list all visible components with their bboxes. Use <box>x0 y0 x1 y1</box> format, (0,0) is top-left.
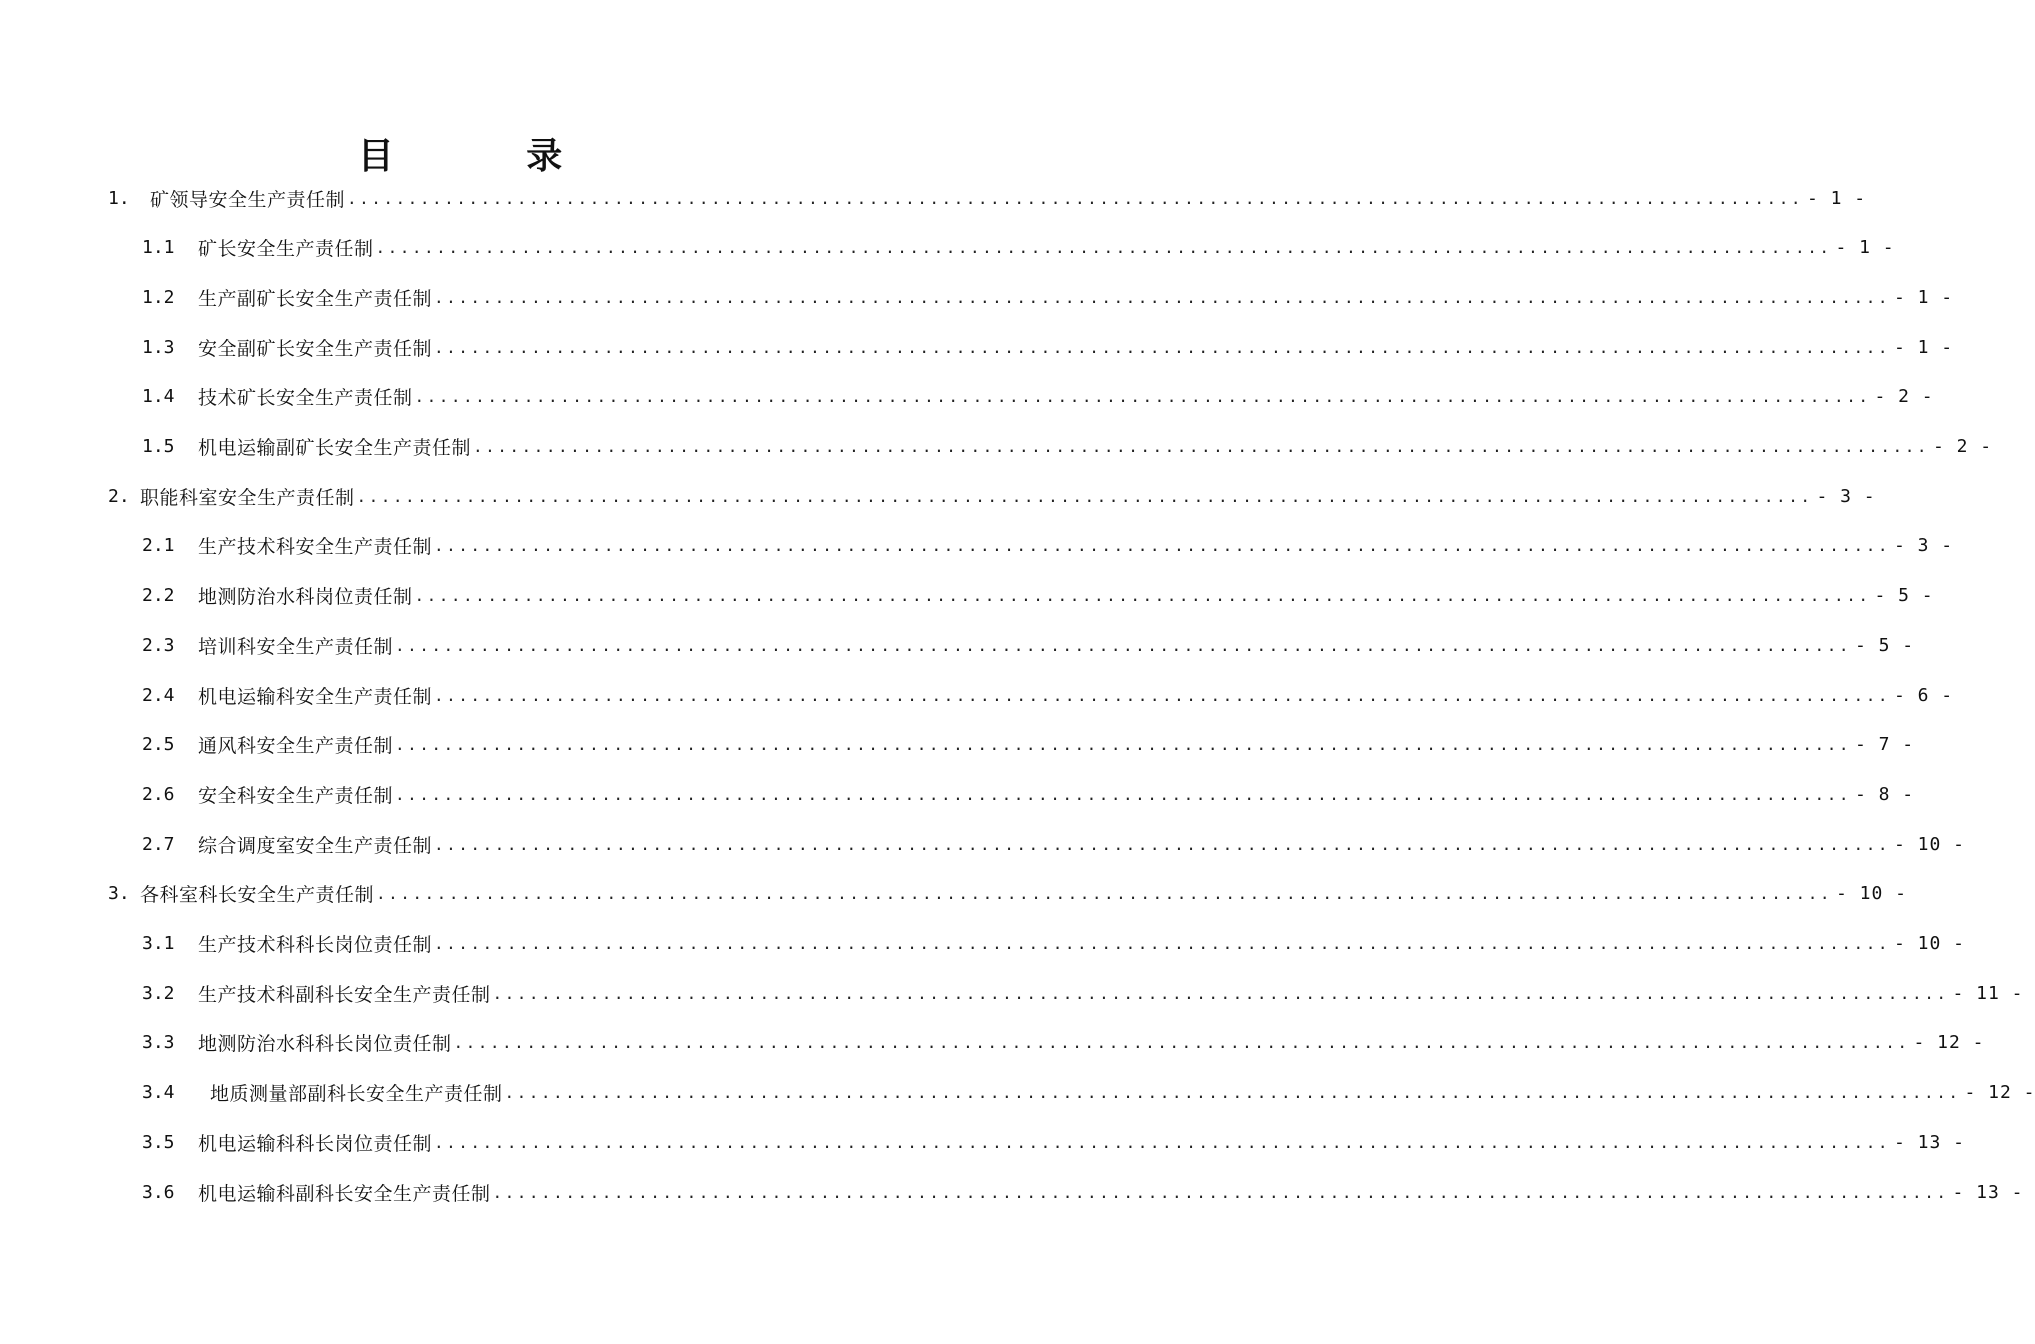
toc-entry-page-number: - 5 - <box>1854 634 1915 656</box>
toc-entry-page-number: - 12 - <box>1913 1032 1985 1054</box>
toc-entry-page-number: - 2 - <box>1932 436 1993 457</box>
toc-entry[interactable] <box>142 824 1965 864</box>
toc-entry-number: 2.7 <box>142 833 175 855</box>
toc-entry-title: 安全科安全生产责任制 <box>198 784 394 807</box>
toc-entry-number: 3.6 <box>142 1181 175 1203</box>
toc-entry-page-number: - 10 - <box>1835 883 1907 905</box>
toc-entry[interactable] <box>142 973 2024 1013</box>
toc-dot-leader: ........................................................................................................................ <box>414 387 1871 407</box>
toc-entry-page-number: - 3 - <box>1893 535 1954 557</box>
toc-dot-leader: ........................................................................................................................ <box>434 536 1890 556</box>
toc-dot-leader: ........................................................................................................................ <box>434 934 1890 953</box>
toc-entry[interactable] <box>142 327 1954 367</box>
toc-entry-number: 1.2 <box>142 286 175 308</box>
toc-entry-title: 地质测量部副科长安全生产责任制 <box>210 1083 503 1106</box>
toc-entry-title: 职能科室安全生产责任制 <box>140 486 355 509</box>
toc-dot-leader: ........................................................................................................................ <box>434 685 1890 705</box>
toc-entry-title: 地测防治水科岗位责任制 <box>198 586 413 609</box>
toc-entry-page-number: - 1 - <box>1835 237 1895 259</box>
toc-dot-leader: ........................................................................................................................ <box>395 635 1851 655</box>
toc-entry[interactable] <box>108 178 1867 218</box>
toc-entry-number: 3.5 <box>142 1131 175 1153</box>
toc-dot-leader: ........................................................................................................................ <box>492 983 1949 1003</box>
toc-dot-leader: ........................................................................................................................ <box>434 834 1890 854</box>
toc-entry-page-number: - 8 - <box>1854 783 1915 805</box>
toc-entry-title: 生产技术科副科长安全生产责任制 <box>198 983 491 1006</box>
toc-entry-page-number: - 13 - <box>1952 1181 2024 1203</box>
toc-entry-title: 矿领导安全生产责任制 <box>150 188 346 211</box>
toc-dot-leader: ........................................................................................................................ <box>347 188 1803 208</box>
toc-entry[interactable] <box>142 277 1954 317</box>
toc-entry-number: 3.1 <box>142 933 175 954</box>
toc-dot-leader: ........................................................................................................................ <box>375 238 1832 258</box>
toc-entry-page-number: - 12 - <box>1964 1082 2035 1104</box>
toc-entry-title: 综合调度室安全生产责任制 <box>198 834 433 857</box>
toc-entry-page-number: - 13 - <box>1893 1131 1965 1153</box>
toc-entry-title: 生产技术科科长岗位责任制 <box>198 934 433 956</box>
toc-entry-page-number: - 1 - <box>1893 286 1954 308</box>
page-title: 目 录 <box>357 136 623 177</box>
toc-entry-title: 机电运输科副科长安全生产责任制 <box>198 1182 491 1205</box>
toc-entry-title: 生产副矿长安全生产责任制 <box>198 287 433 310</box>
toc-entry-page-number: - 11 - <box>1952 982 2024 1004</box>
toc-entry[interactable] <box>142 924 1965 964</box>
toc-entry[interactable] <box>142 1172 2024 1212</box>
toc-entry[interactable] <box>142 675 1954 715</box>
toc-entry-title: 通风科安全生产责任制 <box>198 735 394 758</box>
toc-dot-leader: ........................................................................................................................ <box>434 337 1890 357</box>
toc-entry[interactable] <box>142 576 1934 616</box>
toc-dot-leader: ........................................................................................................................ <box>453 1033 1910 1053</box>
toc-dot-leader: ........................................................................................................................ <box>434 1132 1890 1152</box>
toc-entry[interactable] <box>142 377 1934 417</box>
toc-entry-number: 1. <box>108 187 130 209</box>
toc-entry-title: 培训科安全生产责任制 <box>198 635 394 658</box>
toc-entry-number: 2.6 <box>142 783 175 805</box>
toc-entry-number: 1.1 <box>142 237 175 259</box>
toc-dot-leader: ........................................................................................................................ <box>434 287 1890 307</box>
toc-entry[interactable] <box>142 725 1915 765</box>
toc-entry-title: 地测防治水科科长岗位责任制 <box>198 1033 452 1056</box>
toc-entry-title: 机电运输副矿长安全生产责任制 <box>198 437 472 459</box>
toc-entry-number: 2.4 <box>142 684 175 706</box>
toc-entry-number: 1.3 <box>142 336 175 358</box>
toc-entry-number: 2.3 <box>142 634 175 656</box>
toc-entry-page-number: - 10 - <box>1893 833 1965 855</box>
toc-entry-number: 2. <box>108 485 130 507</box>
toc-dot-leader: ........................................................................................................................ <box>473 437 1929 456</box>
toc-dot-leader: ........................................................................................................................ <box>376 884 1832 904</box>
toc-entry-page-number: - 6 - <box>1893 684 1954 706</box>
toc-dot-leader: ........................................................................................................................ <box>356 486 1813 506</box>
toc-entry[interactable] <box>142 526 1954 566</box>
toc-entry[interactable] <box>142 1023 1985 1063</box>
toc-dot-leader: ........................................................................................................................ <box>504 1083 1961 1103</box>
toc-dot-leader: ........................................................................................................................ <box>395 784 1851 804</box>
toc-dot-leader: ........................................................................................................................ <box>414 586 1871 606</box>
toc-entry-number: 2.1 <box>142 535 175 557</box>
toc-entry-title: 机电运输科科长岗位责任制 <box>198 1132 433 1155</box>
toc-entry[interactable] <box>108 476 1876 516</box>
toc-entry-title: 各科室科长安全生产责任制 <box>140 884 375 907</box>
toc-entry[interactable] <box>142 1122 1965 1162</box>
toc-entry-title: 生产技术科安全生产责任制 <box>198 536 433 559</box>
toc-entry-number: 3.2 <box>142 982 175 1004</box>
toc-entry-page-number: - 3 - <box>1816 485 1876 507</box>
toc-entry-number: 3.4 <box>142 1082 175 1104</box>
toc-entry-number: 3.3 <box>142 1032 175 1054</box>
toc-entry[interactable] <box>142 1073 2035 1113</box>
toc-dot-leader: ........................................................................................................................ <box>395 735 1851 755</box>
toc-entry-page-number: - 5 - <box>1874 585 1934 607</box>
toc-entry-page-number: - 7 - <box>1854 734 1915 756</box>
toc-entry-title: 安全副矿长安全生产责任制 <box>198 337 433 360</box>
toc-entry[interactable] <box>142 774 1915 814</box>
toc-entry-title: 机电运输科安全生产责任制 <box>198 685 433 708</box>
toc-dot-leader: ........................................................................................................................ <box>492 1182 1949 1202</box>
toc-entry-title: 技术矿长安全生产责任制 <box>198 387 413 410</box>
toc-entry-number: 3. <box>108 883 130 905</box>
toc-entry-page-number: - 2 - <box>1874 386 1934 408</box>
toc-entry[interactable] <box>142 228 1895 268</box>
toc-entry-page-number: - 10 - <box>1893 933 1965 954</box>
toc-entry[interactable] <box>108 874 1907 914</box>
toc-entry-number: 2.5 <box>142 734 175 756</box>
toc-entry-number: 1.4 <box>142 386 175 408</box>
toc-entry-page-number: - 1 - <box>1806 187 1867 209</box>
toc-entry-number: 1.5 <box>142 436 175 457</box>
toc-entry-page-number: - 1 - <box>1893 336 1954 358</box>
toc-entry-number: 2.2 <box>142 585 175 607</box>
toc-entry[interactable] <box>142 427 1993 467</box>
toc-entry[interactable] <box>142 625 1915 665</box>
toc-entry-title: 矿长安全生产责任制 <box>198 238 374 261</box>
